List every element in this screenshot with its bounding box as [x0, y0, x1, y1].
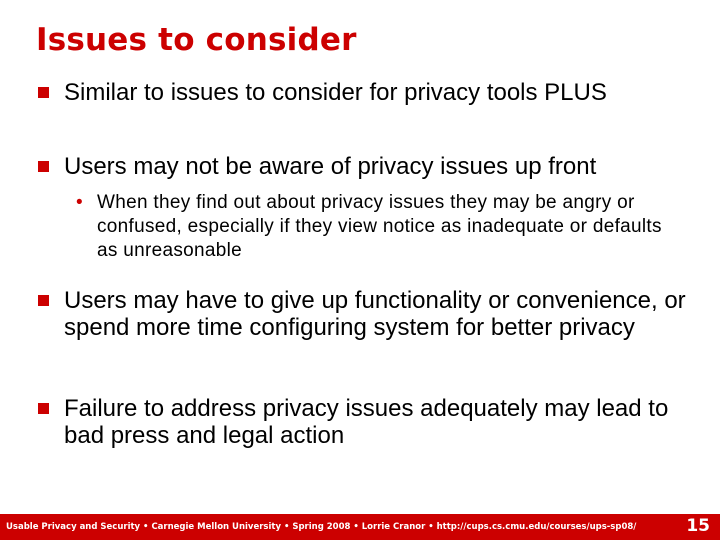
- bullet-item: [38, 153, 698, 180]
- square-bullet-icon: [38, 87, 49, 98]
- dot-bullet-icon: •: [76, 192, 83, 213]
- bullet-text: Users may have to give up functionality or convenience, or spend more time configuring system for better privacy: [64, 287, 686, 341]
- bullet-item: [38, 395, 698, 449]
- square-bullet-icon: [38, 161, 49, 172]
- slide-title: Issues to consider: [36, 22, 357, 58]
- footer-text: Usable Privacy and Security • Carnegie Mellon University • Spring 2008 • Lorrie Cranor • http://cups.cs.cmu.edu/courses/ups-sp08/: [6, 522, 637, 532]
- bullet-text: Failure to address privacy issues adequately may lead to bad press and legal action: [64, 395, 669, 449]
- footer-bar: [0, 514, 720, 540]
- sub-bullet-text: When they find out about privacy issues they may be angry or confused, especially if they view notice as inadequate or defaults as unreasonable: [97, 192, 662, 261]
- bullet-item: [38, 79, 698, 106]
- sub-bullet-item: [76, 191, 676, 263]
- page-number: 15: [686, 516, 710, 536]
- square-bullet-icon: [38, 295, 49, 306]
- bullet-text: Users may not be aware of privacy issues up front: [64, 153, 597, 180]
- bullet-item: [38, 287, 698, 341]
- bullet-text: Similar to issues to consider for privacy tools PLUS: [64, 79, 607, 106]
- square-bullet-icon: [38, 403, 49, 414]
